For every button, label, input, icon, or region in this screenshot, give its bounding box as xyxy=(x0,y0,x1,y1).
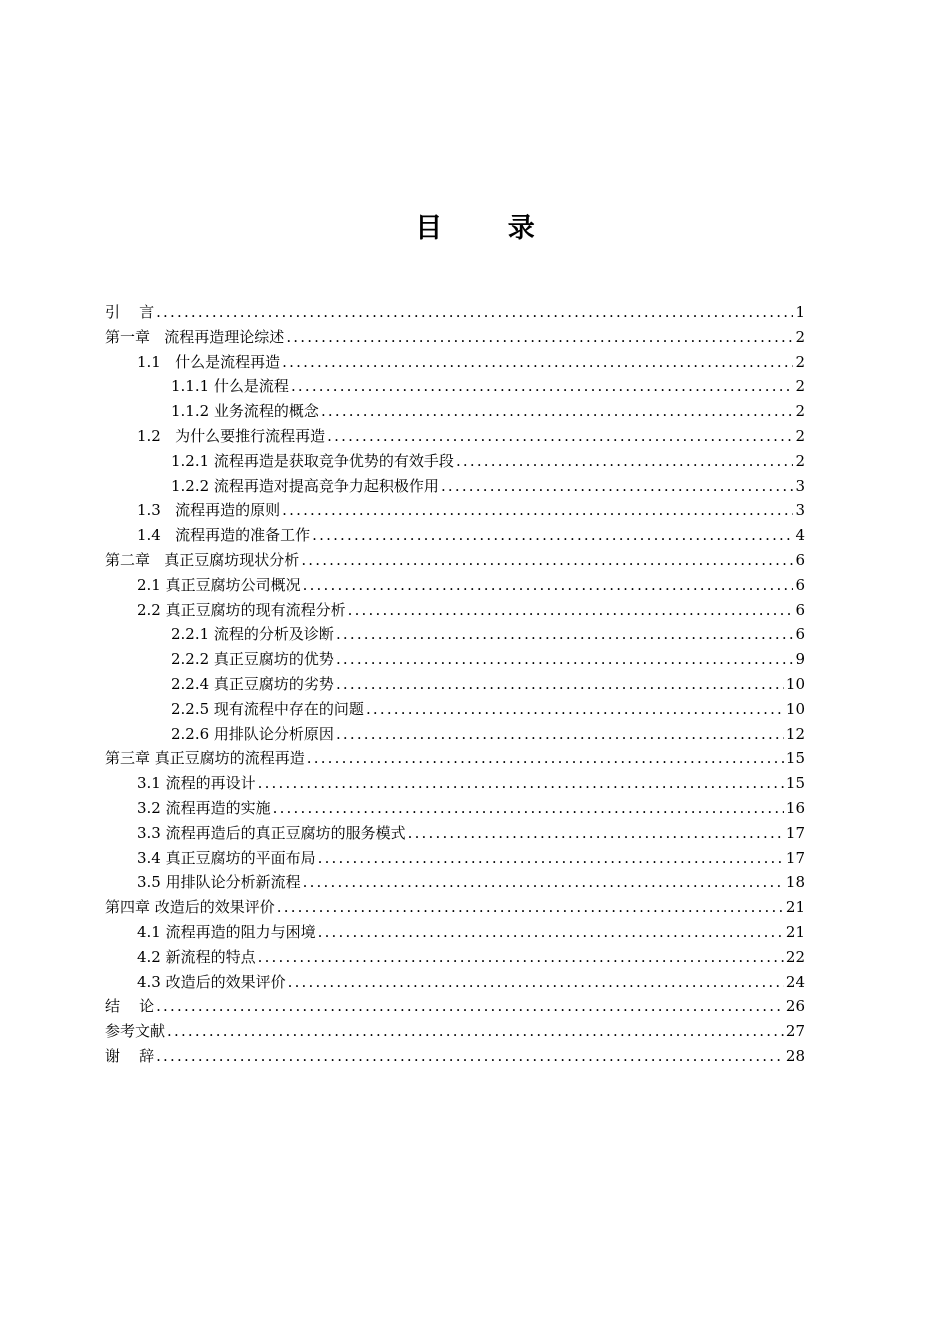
toc-entry-label: 谢 辞 xyxy=(105,1046,155,1065)
toc-entry[interactable] xyxy=(105,945,805,970)
toc-entry-label: 第二章 真正豆腐坊现状分析 xyxy=(105,550,300,569)
toc-leader-dots xyxy=(156,994,784,1019)
toc-entry[interactable] xyxy=(105,796,805,821)
toc-entry[interactable] xyxy=(105,498,805,523)
toc-entry-page: 17 xyxy=(785,848,805,867)
toc-entry-label: 4.1 流程再造的阻力与困境 xyxy=(137,922,316,941)
toc-entry-label: 第四章 改造后的效果评价 xyxy=(105,898,275,917)
toc-entry-page: 22 xyxy=(785,947,805,966)
toc-leader-dots xyxy=(303,870,784,895)
toc-entry-label: 2.2.2 真正豆腐坊的优势 xyxy=(171,650,334,669)
toc-leader-dots xyxy=(156,1044,784,1069)
toc-entry-page: 9 xyxy=(795,650,805,669)
toc-leader-dots xyxy=(258,945,784,970)
toc-entry-page: 28 xyxy=(785,1046,805,1065)
toc-entry[interactable] xyxy=(105,474,805,499)
toc-entry-page: 15 xyxy=(785,774,805,793)
toc-entry-label: 4.3 改造后的效果评价 xyxy=(137,972,286,991)
toc-entry[interactable] xyxy=(105,846,805,871)
toc-leader-dots xyxy=(286,325,793,350)
toc-leader-dots xyxy=(307,746,784,771)
toc-entry[interactable] xyxy=(105,1019,805,1044)
toc-entry[interactable] xyxy=(105,1044,805,1069)
toc-entry[interactable] xyxy=(105,722,805,747)
toc-entry[interactable] xyxy=(105,548,805,573)
toc-entry-label: 结 论 xyxy=(105,997,155,1016)
toc-entry-label: 1.1.2 业务流程的概念 xyxy=(171,402,319,421)
toc-entry-page: 2 xyxy=(795,377,805,396)
toc-entry-label: 1.3 流程再造的原则 xyxy=(137,501,281,520)
toc-entry-label: 2.1 真正豆腐坊公司概况 xyxy=(137,575,301,594)
toc-entry-label: 2.2 真正豆腐坊的现有流程分析 xyxy=(137,600,346,619)
toc-entry-page: 6 xyxy=(795,575,805,594)
toc-entry-label: 2.2.6 用排队论分析原因 xyxy=(171,724,334,743)
toc-entry-page: 21 xyxy=(785,922,805,941)
toc-entry-page: 17 xyxy=(785,823,805,842)
toc-leader-dots xyxy=(282,498,793,523)
toc-entry[interactable] xyxy=(105,523,805,548)
toc-entry-label: 第一章 流程再造理论综述 xyxy=(105,327,285,346)
toc-entry-page: 2 xyxy=(795,451,805,470)
toc-entry-page: 26 xyxy=(785,997,805,1016)
toc-entry-page: 15 xyxy=(785,749,805,768)
toc-entry[interactable] xyxy=(105,920,805,945)
toc-entry-page: 12 xyxy=(785,724,805,743)
toc-leader-dots xyxy=(303,573,794,598)
toc-entry-page: 2 xyxy=(795,327,805,346)
toc-leader-dots xyxy=(441,474,794,499)
toc-entry-label: 1.1 什么是流程再造 xyxy=(137,352,281,371)
toc-entry-label: 1.2.2 流程再造对提高竞争力起积极作用 xyxy=(171,476,439,495)
toc-entry[interactable] xyxy=(105,647,805,672)
toc-entry-page: 10 xyxy=(785,674,805,693)
toc-entry-label: 2.2.5 现有流程中存在的问题 xyxy=(171,699,364,718)
toc-leader-dots xyxy=(291,374,794,399)
toc-entry-page: 6 xyxy=(795,625,805,644)
toc-entry-label: 3.3 流程再造后的真正豆腐坊的服务模式 xyxy=(137,823,406,842)
toc-entry[interactable] xyxy=(105,970,805,995)
toc-entry-page: 6 xyxy=(795,550,805,569)
toc-leader-dots xyxy=(336,722,784,747)
toc-leader-dots xyxy=(408,821,784,846)
toc-entry-label: 4.2 新流程的特点 xyxy=(137,947,256,966)
toc-entry[interactable] xyxy=(105,399,805,424)
toc-leader-dots xyxy=(348,598,794,623)
toc-entry-page: 3 xyxy=(795,501,805,520)
toc-entry[interactable] xyxy=(105,449,805,474)
toc-leader-dots xyxy=(318,846,784,871)
toc-leader-dots xyxy=(273,796,784,821)
toc-entry-label: 1.2 为什么要推行流程再造 xyxy=(137,426,326,445)
toc-leader-dots xyxy=(327,424,793,449)
toc-leader-dots xyxy=(456,449,794,474)
toc-entry[interactable] xyxy=(105,573,805,598)
toc-entry[interactable] xyxy=(105,870,805,895)
toc-leader-dots xyxy=(156,300,793,325)
toc-entry-label: 3.2 流程再造的实施 xyxy=(137,798,271,817)
toc-entry-label: 1.2.1 流程再造是获取竞争优势的有效手段 xyxy=(171,451,454,470)
toc-leader-dots xyxy=(336,647,794,672)
toc-leader-dots xyxy=(277,895,784,920)
toc-leader-dots xyxy=(336,622,794,647)
toc-leader-dots xyxy=(318,920,784,945)
toc-entry-page: 10 xyxy=(785,699,805,718)
toc-entry[interactable] xyxy=(105,325,805,350)
toc-leader-dots xyxy=(288,970,784,995)
toc-entry[interactable] xyxy=(105,672,805,697)
toc-entry-label: 2.2.4 真正豆腐坊的劣势 xyxy=(171,674,334,693)
toc-entry-label: 3.1 流程的再设计 xyxy=(137,774,256,793)
page-title: 目 录 xyxy=(415,213,563,244)
toc-entry-page: 18 xyxy=(785,873,805,892)
toc-leader-dots xyxy=(301,548,793,573)
toc-entry-page: 3 xyxy=(795,476,805,495)
table-of-contents xyxy=(105,300,805,1069)
toc-entry[interactable] xyxy=(105,424,805,449)
toc-entry-page: 2 xyxy=(795,426,805,445)
toc-entry-label: 第三章 真正豆腐坊的流程再造 xyxy=(105,749,305,768)
toc-entry[interactable] xyxy=(105,622,805,647)
toc-leader-dots xyxy=(167,1019,784,1044)
toc-entry[interactable] xyxy=(105,697,805,722)
toc-entry[interactable] xyxy=(105,771,805,796)
toc-entry[interactable] xyxy=(105,598,805,623)
toc-entry-label: 1.4 流程再造的准备工作 xyxy=(137,526,311,545)
toc-entry-page: 27 xyxy=(785,1022,805,1041)
toc-entry-page: 21 xyxy=(785,898,805,917)
toc-leader-dots xyxy=(282,350,793,375)
toc-entry-page: 6 xyxy=(795,600,805,619)
toc-entry-page: 16 xyxy=(785,798,805,817)
toc-leader-dots xyxy=(336,672,784,697)
toc-entry-label: 3.5 用排队论分析新流程 xyxy=(137,873,301,892)
toc-leader-dots xyxy=(366,697,784,722)
toc-entry-label: 参考文献 xyxy=(105,1022,166,1041)
toc-entry[interactable] xyxy=(105,300,805,325)
toc-entry[interactable] xyxy=(105,350,805,375)
toc-entry-page: 4 xyxy=(795,526,805,545)
toc-entry[interactable] xyxy=(105,895,805,920)
toc-entry-label: 引 言 xyxy=(105,303,155,321)
toc-leader-dots xyxy=(258,771,784,796)
toc-entry[interactable] xyxy=(105,374,805,399)
toc-entry-page: 2 xyxy=(795,402,805,421)
toc-entry[interactable] xyxy=(105,821,805,846)
toc-entry-label: 3.4 真正豆腐坊的平面布局 xyxy=(137,848,316,867)
toc-entry-page: 24 xyxy=(785,972,805,991)
toc-entry[interactable] xyxy=(105,994,805,1019)
toc-leader-dots xyxy=(321,399,794,424)
toc-leader-dots xyxy=(312,523,793,548)
toc-entry-page: 2 xyxy=(795,352,805,371)
toc-entry-label: 1.1.1 什么是流程 xyxy=(171,377,289,396)
toc-entry-page: 1 xyxy=(795,303,805,321)
toc-entry[interactable] xyxy=(105,746,805,771)
toc-entry-label: 2.2.1 流程的分析及诊断 xyxy=(171,625,334,644)
